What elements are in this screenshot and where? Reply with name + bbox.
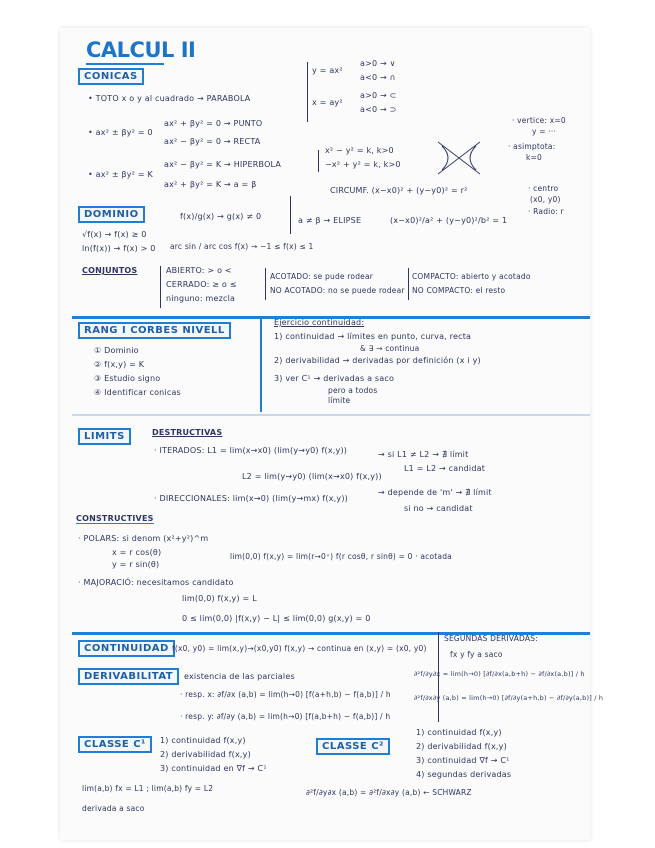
- clase-c2-item-3: 3) continuidad ∇f → C¹: [416, 756, 510, 765]
- hyperbola-eq2: −x² + y² = k, k>0: [325, 160, 401, 169]
- parabola-a-pos-y: a>0 → ∨: [360, 59, 396, 68]
- parabola-a-neg-x: a<0 → ⊃: [360, 105, 397, 114]
- clase-c1-lim: lim(a,b) fx = L1 ; lim(a,b) fy = L2: [82, 784, 214, 793]
- parabola-brace: [307, 62, 308, 122]
- clase-c1-item-3: 3) continuidad en ∇f → C¹: [160, 764, 267, 773]
- conicas-line2b: ax² + βy² = 0 → PUNTO: [164, 119, 263, 128]
- ellipse-label: a ≠ β → ELIPSE: [298, 216, 362, 225]
- iterados-l1: · ITERADOS: L1 = lim(x→x0) (lim(y→y0) f(x,y)): [154, 446, 348, 455]
- no-compacto: NO COMPACTO: el resto: [412, 286, 506, 295]
- conicas-header: CONICAS: [78, 68, 144, 85]
- side-vertice-y: y = ···: [532, 127, 557, 136]
- clase-c2-item-4: 4) segundas derivadas: [416, 770, 512, 779]
- derivabilitat-py: · resp. y: ∂f/∂y (a,b) = lim(h→0) [f(a,b+h) − f(a,b)] / h: [180, 712, 391, 721]
- clase-c1-item-1: 1) continuidad f(x,y): [160, 736, 246, 745]
- conjuntos-header: CONJUNTOS: [82, 266, 138, 275]
- side-asimptota-k: k=0: [526, 153, 542, 162]
- ellipse-eq: (x−x0)²/a² + (y−y0)²/b² = 1: [390, 216, 508, 225]
- circumf-eq: CIRCUMF. (x−x0)² + (y−y0)² = r²: [330, 186, 468, 195]
- dominio-frac: f(x)/g(x) → g(x) ≠ 0: [180, 212, 262, 221]
- conicas-line2c: ax² − βy² = 0 → RECTA: [164, 137, 261, 146]
- conjuntos-abierto: ABIERTO: > o <: [166, 266, 232, 275]
- parabola-eq-y: y = ax²: [312, 66, 343, 75]
- iterados-result-2: L1 = L2 → candidat: [404, 464, 486, 473]
- ejercicio-divider: [260, 316, 268, 412]
- majoracio-2: 0 ≤ lim(0,0) |f(x,y) − L| ≤ lim(0,0) g(x,y) = 0: [182, 614, 371, 623]
- polars-x: x = r cos(θ): [112, 548, 162, 557]
- conicas-line3a: • ax² ± βy² = K: [88, 170, 153, 179]
- polars: · POLARS: si denom (x²+y²)^m: [78, 534, 209, 543]
- conicas-line3c: ax² + βy² = K → a = β: [164, 180, 257, 189]
- ejercicio-title: Ejercicio continuidad:: [274, 318, 365, 327]
- page-fold: [72, 414, 590, 416]
- direccionales-result-1: → depende de 'm' → ∄ límit: [378, 488, 492, 497]
- parabola-a-neg-y: a<0 → ∩: [360, 73, 396, 82]
- compacto: COMPACTO: abierto y acotado: [412, 272, 531, 281]
- conjuntos-ninguno: ninguno: mezcla: [166, 294, 236, 303]
- clase-c2-schwarz: ∂²f/∂y∂x (a,b) = ∂²f/∂x∂y (a,b) ← SCHWARZ: [306, 788, 472, 797]
- rango-item-2: ② f(x,y) = K: [94, 360, 145, 369]
- conicas-line1: • TOTO x o y al cuadrado → PARABOLA: [88, 94, 251, 103]
- title-underline: [86, 63, 164, 65]
- rango-item-3: ③ Estudio signo: [94, 374, 161, 383]
- rango-item-4: ④ Identificar conicas: [94, 388, 181, 397]
- continuidad-header: CONTINUIDAD: [78, 640, 175, 657]
- side-centro: · centro: [528, 184, 559, 193]
- dominio-root: √f(x) → f(x) ≥ 0: [82, 230, 147, 239]
- dominio-header: DOMINIO: [78, 206, 145, 223]
- clase-c2-item-1: 1) continuidad f(x,y): [416, 728, 502, 737]
- majoracio-1: lim(0,0) f(x,y) = L: [182, 594, 257, 603]
- rango-item-1: ① Dominio: [94, 346, 139, 355]
- derivabilitat-px: · resp. x: ∂f/∂x (a,b) = lim(h→0) [f(a+h,b) − f(a,b)] / h: [180, 690, 391, 699]
- segundas-title: SEGUNDAS DERIVADAS:: [444, 634, 538, 643]
- destructivas-label: DESTRUCTIVAS: [152, 428, 223, 437]
- polars-lim: lim(0,0) f(x,y) = lim(r→0⁺) f(r cosθ, r sinθ) = 0 · acotada: [230, 552, 452, 561]
- side-centro-xy: (x0, y0): [530, 195, 561, 204]
- ejercicio-item-3: 3) ver C¹ → derivadas a saco: [274, 374, 395, 383]
- derivabilitat-text: existencia de las parciales: [184, 672, 295, 681]
- ellipse-divider: [290, 196, 291, 234]
- acotado: ACOTADO: se pude rodear: [270, 272, 374, 281]
- segundas-line3: ∂²f/∂x∂y (a,b) = lim(h→0) [∂f/∂y(a+h,b) − ∂f/∂y(a,b)] / h: [414, 694, 604, 702]
- ejercicio-item-3b: pero a todos: [328, 386, 378, 395]
- dominio-arc: arc sin / arc cos f(x) → −1 ≤ f(x) ≤ 1: [170, 242, 314, 251]
- no-acotado: NO ACOTADO: no se puede rodear: [270, 286, 405, 295]
- iterados-l2: L2 = lim(y→y0) (lim(x→x0) f(x,y)): [242, 472, 382, 481]
- conicas-line2a: • ax² ± βy² = 0: [88, 128, 153, 137]
- continuidad-text: f(x0, y0) = lim(x,y)→(x0,y0) f(x,y) → continua en (x,y) = (x0, y0): [172, 644, 427, 653]
- ejercicio-item-1b: & ∃ → continua: [360, 344, 420, 353]
- iterados-result-1: → si L1 ≠ L2 → ∄ límit: [378, 450, 469, 459]
- ejercicio-item-3c: límite: [328, 396, 351, 405]
- notes-page: [60, 28, 604, 840]
- segundas-line1: fx y fy a saco: [450, 650, 503, 659]
- direccionales: · DIRECCIONALES: lim(x→0) (lim(y→mx) f(x,y)): [154, 494, 348, 503]
- clase-c2-header: CLASSE C²: [316, 738, 390, 755]
- conjuntos-brace: [160, 266, 161, 308]
- rango-header: RANG I CORBES NIVELL: [78, 322, 231, 339]
- parabola-a-pos-x: a>0 → ⊂: [360, 91, 397, 100]
- clase-c1-note: derivada a saco: [82, 804, 145, 813]
- limits-header: LIMITS: [78, 428, 131, 445]
- conicas-line3b: ax² − βy² = K → HIPERBOLA: [164, 160, 282, 169]
- parabola-eq-x: x = ay²: [312, 98, 343, 107]
- ejercicio-item-2: 2) derivabilidad → derivadas por definición (x i y): [274, 356, 481, 365]
- clase-c1-header: CLASSE C¹: [78, 736, 152, 753]
- dominio-ln: ln(f(x)) → f(x) > 0: [82, 244, 156, 253]
- clase-c1-item-2: 2) derivabilidad f(x,y): [160, 750, 251, 759]
- constructives-label: CONSTRUCTIVES: [76, 514, 154, 523]
- side-vertice: · vertice: x=0: [512, 116, 566, 125]
- hyperbola-brace: [318, 150, 319, 172]
- side-asimptota: · asimptota:: [508, 142, 556, 151]
- clase-c2-item-2: 2) derivabilidad f(x,y): [416, 742, 507, 751]
- segundas-line2: ∂²f/∂y∂x = lim(h→0) [∂f/∂x(a,b+h) − ∂f/∂x(a,b)] / h: [414, 670, 585, 678]
- derivabilitat-header: DERIVABILITAT: [78, 668, 179, 685]
- compacto-brace: [408, 268, 409, 300]
- hyperbola-eq1: x² − y² = k, k>0: [325, 146, 394, 155]
- majoracio: · MAJORACIÓ: necesitamos candidato: [78, 578, 234, 587]
- side-radio: · Radio: r: [528, 207, 564, 216]
- acotado-brace: [265, 268, 266, 300]
- conjuntos-cerrado: CERRADO: ≥ o ≤: [166, 280, 237, 289]
- page-title: CALCUL II: [86, 38, 196, 62]
- ejercicio-item-1: 1) continuidad → límites en punto, curva, recta: [274, 332, 472, 341]
- hyperbola-sketch: [434, 140, 484, 176]
- direccionales-result-2: si no → candidat: [404, 504, 473, 513]
- polars-y: y = r sin(θ): [112, 560, 160, 569]
